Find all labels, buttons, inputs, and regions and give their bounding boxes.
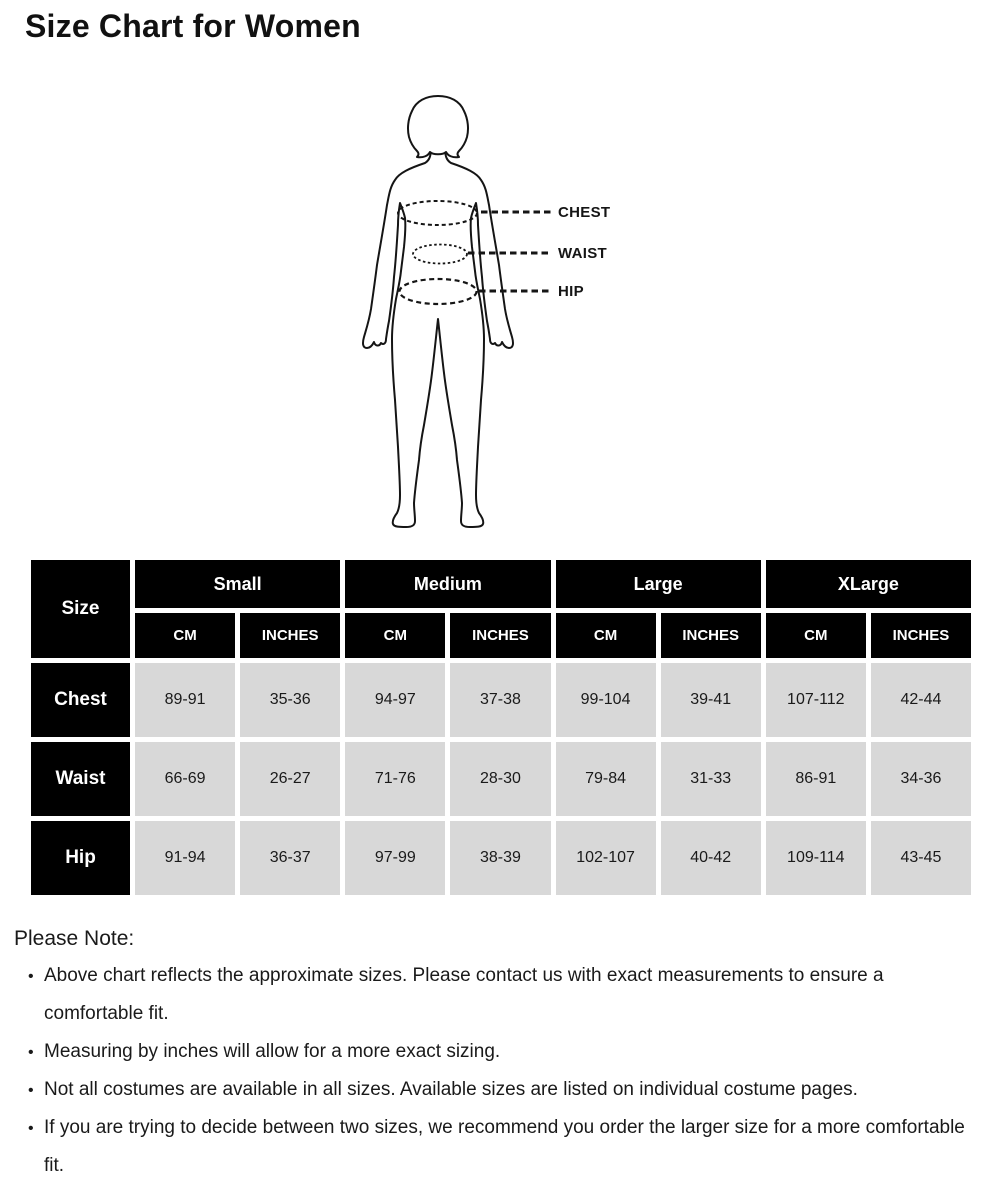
cell-waist-xlarge-inches: 34-36 [871, 742, 971, 816]
row-header-hip: Hip [31, 821, 130, 895]
chest-label: CHEST [558, 204, 611, 221]
cell-hip-xlarge-cm: 109-114 [766, 821, 866, 895]
notes-list [14, 957, 972, 1185]
cell-hip-large-inches: 40-42 [661, 821, 761, 895]
cell-chest-xlarge-cm: 107-112 [766, 663, 866, 737]
size-group-header-large: Large [556, 560, 761, 608]
cell-hip-small-cm: 91-94 [135, 821, 235, 895]
table-row-waist [31, 742, 971, 816]
note-item-measuring-inches: • Measuring by inches will allow for a more exact sizing. [14, 1033, 972, 1071]
cell-chest-medium-cm: 94-97 [345, 663, 445, 737]
size-corner-header: Size [31, 560, 130, 658]
row-header-waist: Waist [31, 742, 130, 816]
cell-chest-xlarge-inches: 42-44 [871, 663, 971, 737]
table-header-row-units [31, 613, 971, 658]
size-group-header-small: Small [135, 560, 340, 608]
row-header-chest: Chest [31, 663, 130, 737]
cell-hip-medium-cm: 97-99 [345, 821, 445, 895]
cell-chest-large-cm: 99-104 [556, 663, 656, 737]
cell-chest-medium-inches: 37-38 [450, 663, 550, 737]
hip-label: HIP [558, 283, 584, 300]
table-header-row-sizes [31, 560, 971, 608]
head-outline [408, 96, 468, 157]
cell-chest-large-inches: 39-41 [661, 663, 761, 737]
cell-waist-medium-cm: 71-76 [345, 742, 445, 816]
cell-chest-small-inches: 35-36 [240, 663, 340, 737]
page-title: Size Chart for Women [25, 8, 361, 44]
cell-hip-large-cm: 102-107 [556, 821, 656, 895]
table-row-chest [31, 663, 971, 737]
unit-header-cm-xlarge: CM [766, 613, 866, 658]
notes-heading: Please Note: [14, 927, 135, 950]
body-outline [363, 147, 513, 527]
cell-hip-medium-inches: 38-39 [450, 821, 550, 895]
table-row-hip [31, 821, 971, 895]
cell-waist-small-inches: 26-27 [240, 742, 340, 816]
unit-header-inches-small: INCHES [240, 613, 340, 658]
unit-header-inches-medium: INCHES [450, 613, 550, 658]
note-item-between-sizes: • If you are trying to decide between two sizes, we recommend you order the larger size for a more comfortable fit. [14, 1109, 972, 1185]
body-figure-svg [350, 85, 680, 560]
body-measurement-diagram [350, 85, 680, 560]
cell-waist-small-cm: 66-69 [135, 742, 235, 816]
cell-waist-large-inches: 31-33 [661, 742, 761, 816]
note-item-availability: • Not all costumes are available in all sizes. Available sizes are listed on individual costume pages. [14, 1071, 972, 1109]
size-group-header-xlarge: XLarge [766, 560, 971, 608]
cell-waist-medium-inches: 28-30 [450, 742, 550, 816]
cell-hip-xlarge-inches: 43-45 [871, 821, 971, 895]
cell-hip-small-inches: 36-37 [240, 821, 340, 895]
unit-header-cm-large: CM [556, 613, 656, 658]
cell-waist-xlarge-cm: 86-91 [766, 742, 866, 816]
unit-header-inches-large: INCHES [661, 613, 761, 658]
cell-chest-small-cm: 89-91 [135, 663, 235, 737]
unit-header-cm-small: CM [135, 613, 235, 658]
waist-label: WAIST [558, 245, 607, 262]
size-chart-table [26, 555, 976, 900]
size-group-header-medium: Medium [345, 560, 550, 608]
unit-header-inches-xlarge: INCHES [871, 613, 971, 658]
notes-section [14, 924, 972, 1185]
note-item-approximate-sizes: • Above chart reflects the approximate sizes. Please contact us with exact measurements to ensure a comfortable fit. [14, 957, 972, 1033]
unit-header-cm-medium: CM [345, 613, 445, 658]
cell-waist-large-cm: 79-84 [556, 742, 656, 816]
